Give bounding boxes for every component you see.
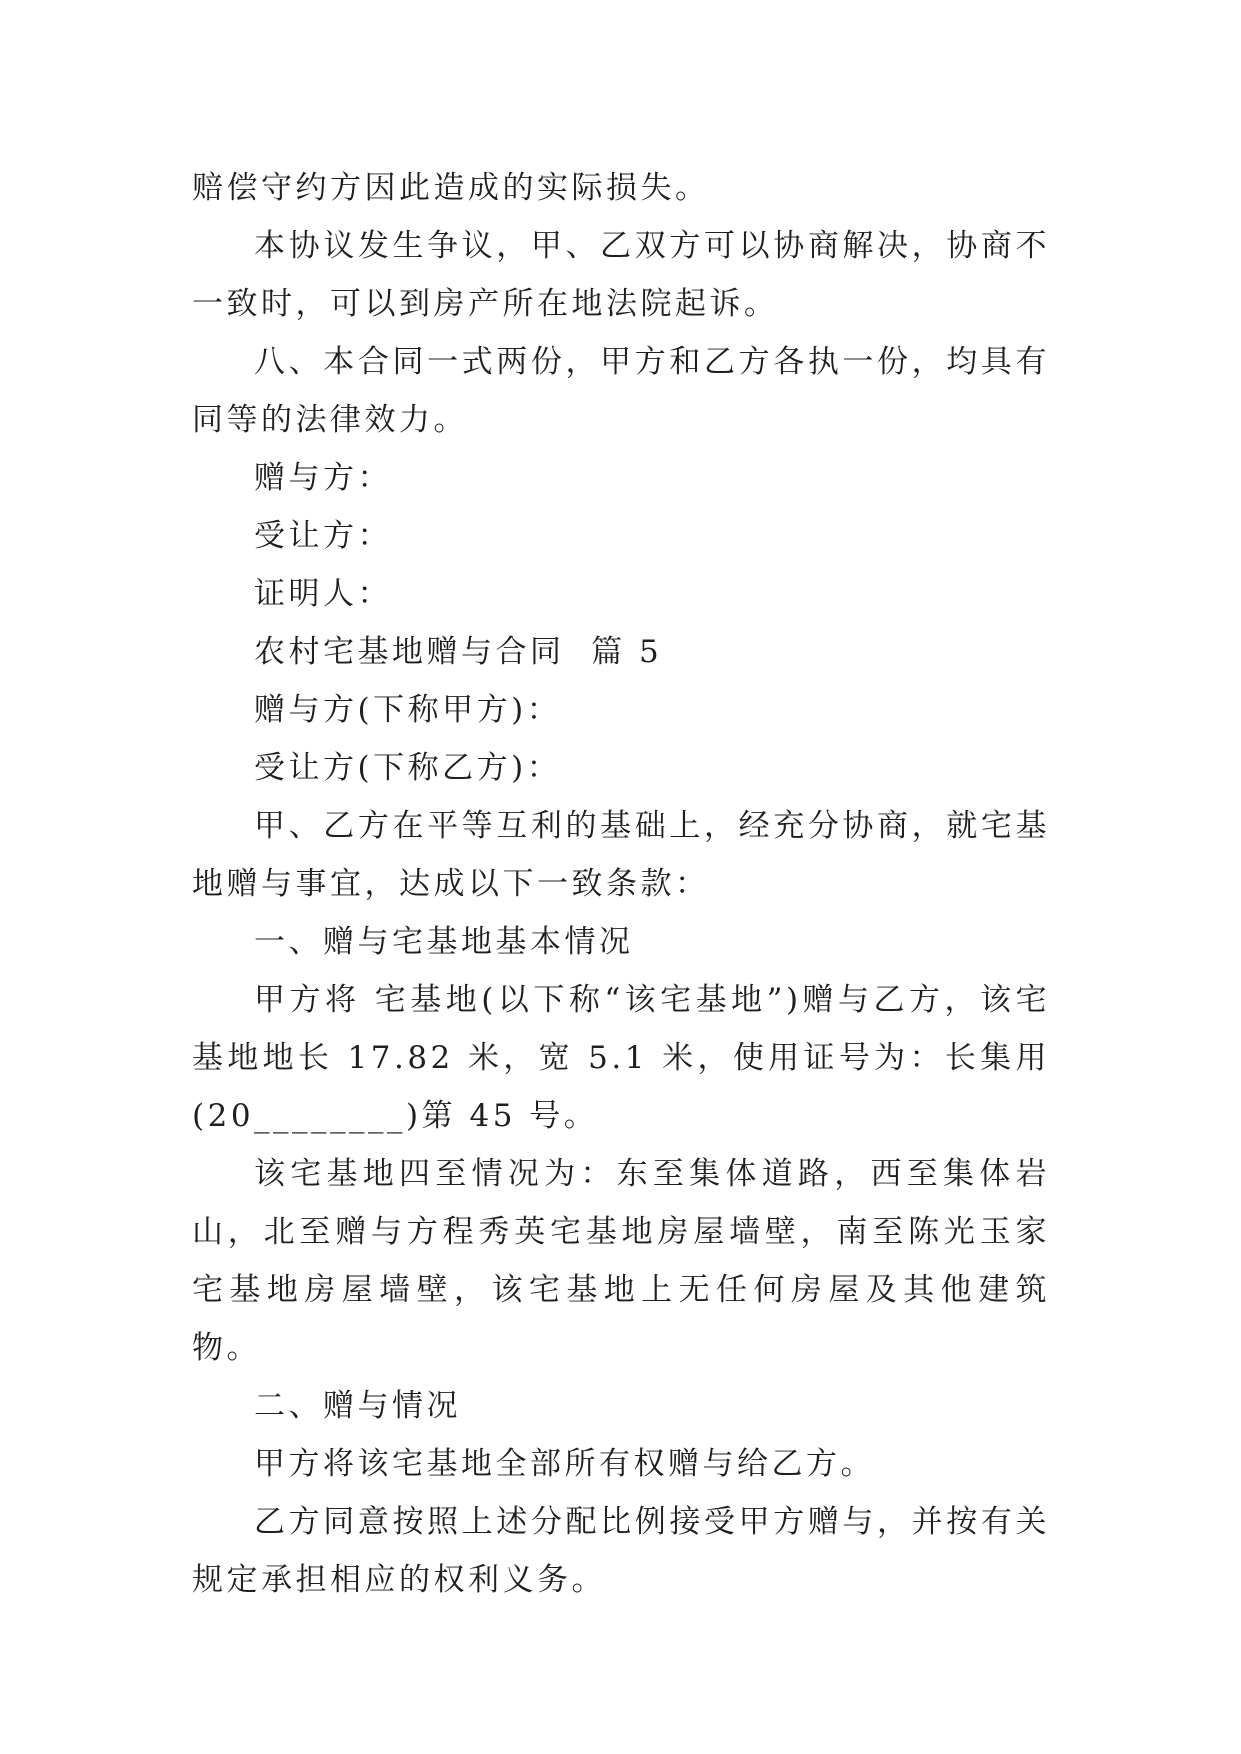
signature-donor: 赠与方： bbox=[254, 460, 392, 496]
paragraph-acceptance: 乙方同意按照上述分配比例接受甲方赠与，并按有关规定承担相应的权利义务。 bbox=[192, 1504, 1050, 1598]
document-body bbox=[192, 159, 1050, 1609]
party-b-line: 受让方(下称乙方)： bbox=[254, 750, 562, 786]
paragraph-compensation: 赔偿守约方因此造成的实际损失。 bbox=[192, 170, 710, 206]
clause-heading-1: 一、赠与宅基地基本情况 bbox=[254, 924, 634, 960]
paragraph-ownership: 甲方将该宅基地全部所有权赠与给乙方。 bbox=[254, 1446, 875, 1482]
paragraph-dispute: 本协议发生争议，甲、乙双方可以协商解决，协商不一致时，可以到房产所在地法院起诉。 bbox=[192, 228, 1050, 322]
party-a-line: 赠与方(下称甲方)： bbox=[254, 692, 562, 728]
signature-recipient: 受让方： bbox=[254, 518, 392, 554]
paragraph-preamble: 甲、乙方在平等互利的基础上，经充分协商，就宅基地赠与事宜，达成以下一致条款： bbox=[192, 808, 1050, 902]
paragraph-land-info: 甲方将 宅基地(以下称“该宅基地”)赠与乙方，该宅基地地长 17.82 米，宽 5.1 米，使用证号为：长集用(20________)第 45 号。 bbox=[192, 982, 1050, 1134]
section-title: 农村宅基地赠与合同 篇 5 bbox=[254, 634, 663, 670]
paragraph-copies: 八、本合同一式两份，甲方和乙方各执一份，均具有同等的法律效力。 bbox=[192, 344, 1050, 438]
clause-heading-2: 二、赠与情况 bbox=[254, 1388, 461, 1424]
paragraph-boundaries: 该宅基地四至情况为：东至集体道路，西至集体岩山，北至赠与方程秀英宅基地房屋墙壁，南至陈光玉家宅基地房屋墙壁，该宅基地上无任何房屋及其他建筑物。 bbox=[192, 1156, 1050, 1366]
signature-witness: 证明人： bbox=[254, 576, 392, 612]
